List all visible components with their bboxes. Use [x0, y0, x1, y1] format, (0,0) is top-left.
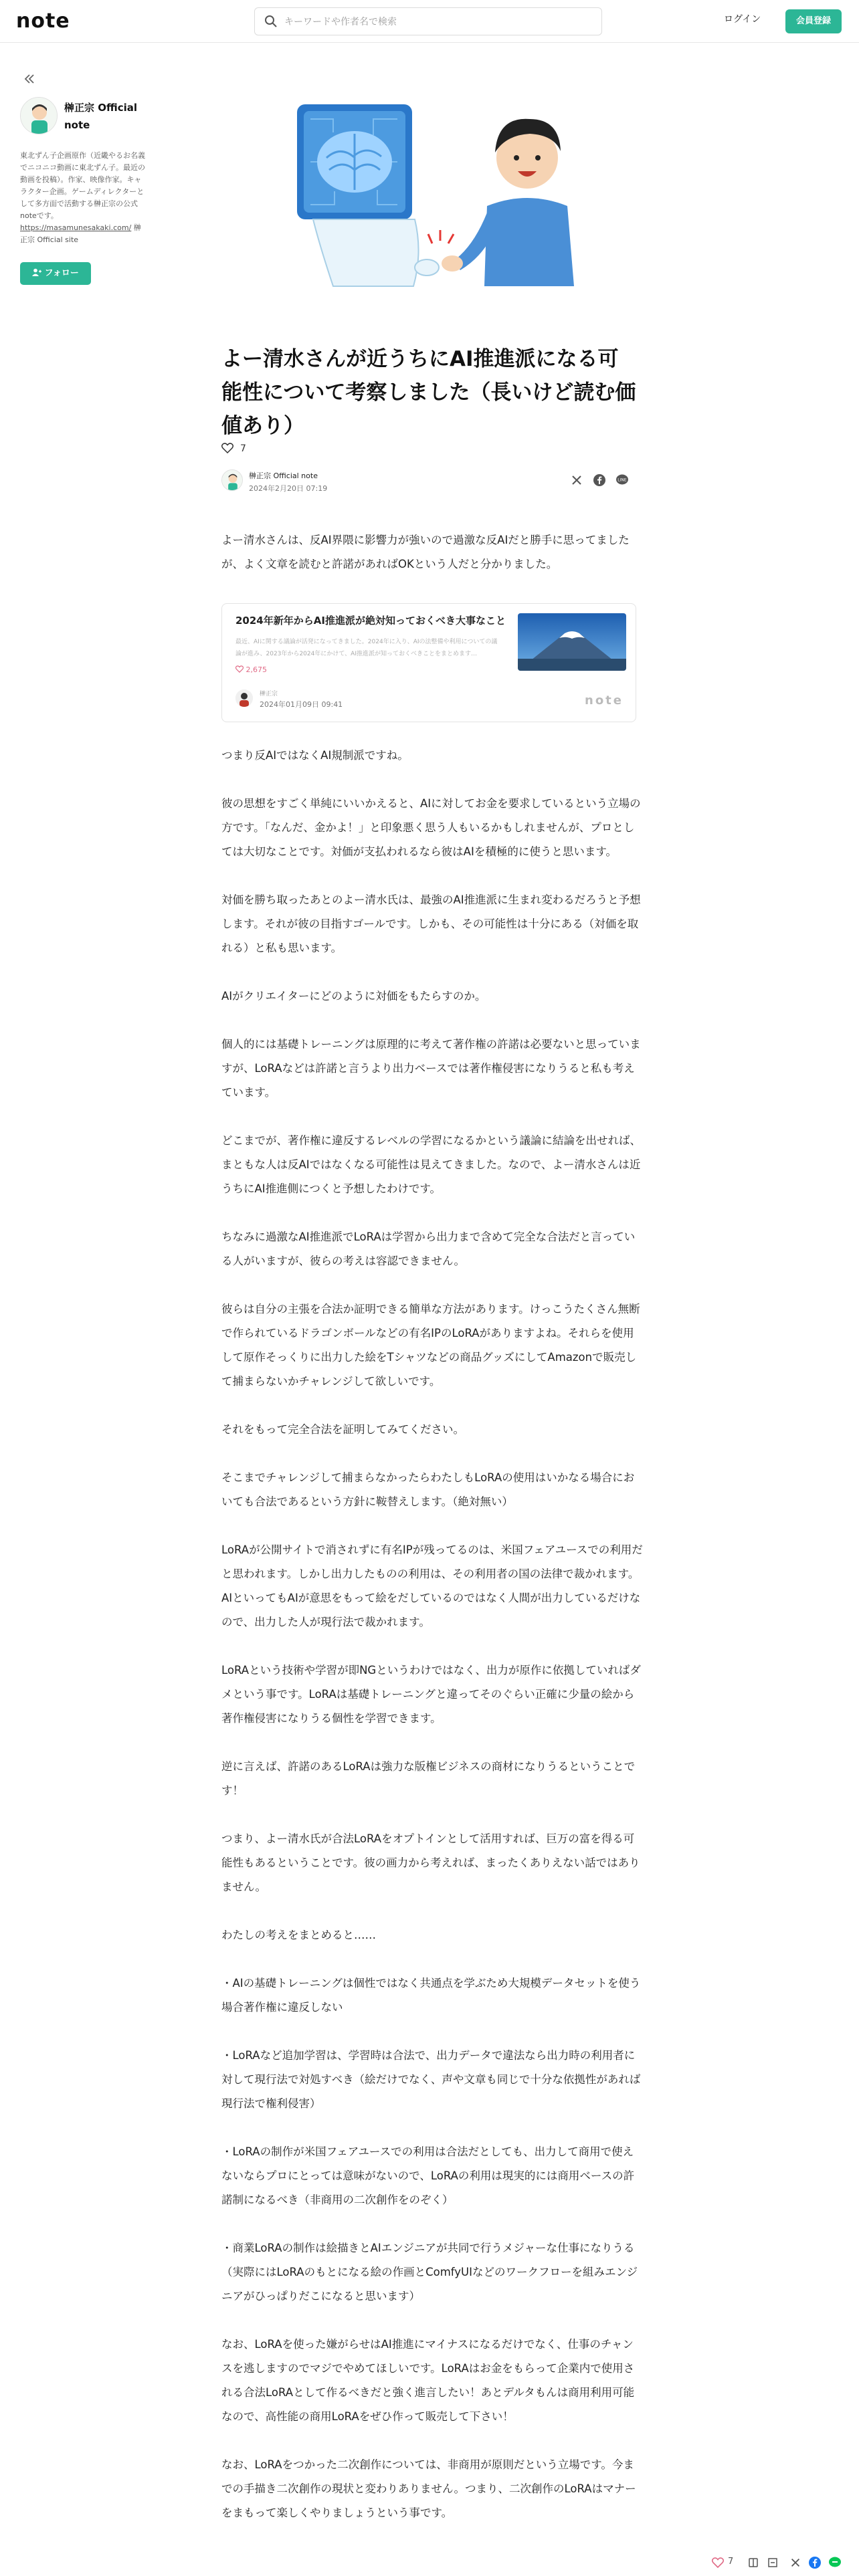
bottom-x-icon[interactable]	[789, 2556, 801, 2569]
article-title: よー清水さんが近うちにAI推進派になる可能性について考察しました（長いけど読む価値あり）	[221, 347, 636, 438]
paragraph: ・AIの基礎トレーニングは個性ではなく共通点を学ぶため大規模データセットを使う場合著作権に違反しない	[221, 1977, 641, 2014]
svg-text:LINE: LINE	[617, 477, 627, 483]
paragraph: ・LoRAなど追加学習は、学習時は合法で、出力データで違法なら出力時の利用者に対して現行法で対処すべき（絵だけでなく、声や文章も同じで十分な依拠性があれば現行法で権利侵害）	[221, 2049, 641, 2110]
collapse-sidebar-icon[interactable]	[23, 72, 36, 86]
note-logo[interactable]: note	[16, 9, 70, 33]
like-area[interactable]	[221, 443, 246, 456]
embed-thumbnail[interactable]	[518, 613, 626, 671]
heart-icon[interactable]	[221, 443, 233, 453]
bio-link[interactable]: https://masamunesakaki.com/	[20, 223, 132, 232]
paragraph: 彼らは自分の主張を合法か証明できる簡単な方法があります。けっこうたくさん無断で作られているドラゴンボールなどの有名IPのLoRAがありますよね。それらを使用して原作そっくりに出力した絵をTシャツなどの商品グッズにしてAmazonで販売して捕まらないかチャレンジして欲しいです。	[221, 1303, 640, 1388]
embed-date: 2024年01月09日 09:41	[260, 700, 343, 709]
bottom-line-icon[interactable]	[828, 2556, 842, 2569]
facebook-share-icon[interactable]	[593, 473, 606, 487]
embed-like-count: 2,675	[246, 665, 267, 674]
paragraph: ・商業LoRAの制作は絵描きとAIエンジニアが共同で行うメジャーな仕事になりうる（実際にはLoRAのもとになる絵の作画とComfyUIなどのワークフローを組みエンジニアがひっぱりだこになると思います）	[221, 2242, 638, 2302]
add-user-icon	[32, 268, 41, 276]
bottom-like-count: 7	[728, 2557, 734, 2567]
meta-date: 2024年2月20日 07:19	[249, 484, 328, 493]
paragraph-intro: よー清水さんは、反AI界隈に影響力が強いので過激な反AIだと勝手に思ってましたが、よく文章を読むと許諾があればOKという人だと分かりました。	[221, 534, 630, 570]
paragraph: LoRAが公開サイトで消されずに有名IPが残ってるのは、米国フェアユースでの利用だと思われます。しかし出力したものの利用は、その利用者の国の法律で裁かれます。AIといってもAIが意思をもって絵をだしているのではなく人間が出力しているだけなので、出力した人が現行法で裁かれます。	[221, 1543, 643, 1628]
paragraph: なお、LoRAを使った嫌がらせはAI推進にマイナスになるだけでなく、仕事のチャンスを逃しますのでマジでやめてほしいです。LoRAはお金をもらって企業内で使用される合法LoRAとして作るべきだと強く進言したい！あとデルタもんは商用利用可能なので、高性能の商用LoRAをぜひ作って販売して下さい！	[221, 2338, 635, 2423]
paragraph: 対価を勝ち取ったあとのよー清水氏は、最強のAI推進派に生まれ変わるだろうと予想します。それが彼の目指すゴールです。しかも、その可能性は十分にある（対価を取れる）と私も思います。	[221, 893, 641, 954]
paragraph: 彼の思想をすごく単純にいいかえると、AIに対してお金を要求しているという立場の方です。「なんだ、金かよ！」と印象悪く思う人もいるかもしれませんが、プロとしては大切なことです。対価が支払われるなら彼はAIを積極的に使うと思います。	[221, 797, 641, 858]
embed-user-avatar	[235, 689, 253, 707]
paragraph: LoRAという技術や学習が即NGというわけではなく、出力が原作に依拠していればダメという事です。LoRAは基礎トレーニングと違ってそのぐらい正確に少量の絵から著作権侵害になりうる個性を学習できます。	[221, 1664, 641, 1725]
embed-heart-icon	[235, 665, 244, 673]
article-body	[221, 528, 643, 2525]
hero-illustration	[260, 79, 599, 300]
embed-title[interactable]: 2024年新年からAI推進派が絶対知っておくべき大事なこと	[235, 615, 506, 627]
bio-tail: 榊正宗 Official site	[20, 223, 141, 244]
embed-user-name: 榊正宗	[260, 691, 278, 697]
paragraph: わたしの考えをまとめると……	[221, 1929, 376, 1941]
paragraph: ・LoRAの制作が米国フェアユースでの利用は合法だとしても、出力して商用で使えないならプロにとっては意味がないので、LoRAの利用は現実的には商用ベースの許諾制になるべき（非商用の二次創作をのぞく）	[221, 2145, 635, 2206]
embed-likes	[235, 665, 267, 674]
search-box[interactable]	[254, 7, 602, 35]
follow-button[interactable]	[20, 262, 91, 285]
magazine-add-icon[interactable]	[748, 2556, 760, 2569]
author-bio	[20, 150, 147, 246]
bio-text: 東北ずん子企画原作（近畿やるお名義でニコニコ動画に東北ずん子。最近の動画を投稿）。作家、映像作家。キャラクター企画。ゲームディレクターとして多方面で活動する榊正宗の公式noteです。	[20, 151, 145, 220]
paragraph: AIがクリエイターにどのように対価をもたらすのか。	[221, 990, 486, 1002]
follow-label: フォロー	[44, 268, 79, 278]
embed-description: 最近、AIに関する議論が活発になってきました。2024年に入り、AIの法整備や利用についての議論が進み、2023年から2024年にかけて、AI推進派が知っておくべきことをまとめます…	[235, 639, 498, 657]
paragraph: 逆に言えば、許諾のあるLoRAは強力な版権ビジネスの商材になりうるということです！	[221, 1760, 636, 1797]
paragraph: つまり反AIではなくAI規制派ですね。	[221, 749, 409, 762]
paragraph: どこまでが、著作権に違反するレベルの学習になるかという議論に結論を出せれば、まともな人は反AIではなくなる可能性は見えてきました。なので、よー清水さんは近うちにAI推進側につくと予想したわけです。	[221, 1134, 641, 1195]
search-icon	[264, 15, 278, 28]
line-share-icon[interactable]	[615, 473, 629, 487]
author-name[interactable]: 榊正宗 Official note	[64, 102, 137, 131]
meta-avatar[interactable]	[221, 469, 243, 491]
paragraph: そこまでチャレンジして捕まらなかったらわたしもLoRAの使用はいかなる場合においても合法であるという方針に鞍替えします。（絶対無い）	[221, 1471, 635, 1508]
meta-author-name[interactable]: 榊正宗 Official note	[249, 471, 318, 480]
search-input[interactable]	[284, 13, 592, 31]
author-avatar[interactable]	[20, 97, 58, 134]
paragraph: なお、LoRAをつかった二次創作については、非商用が原則だという立場です。今までの手描き二次創作の現状と変わりありません。つまり、二次創作のLoRAはマナーをまもって楽しくやりましょうという事です。	[221, 2458, 636, 2519]
bottom-facebook-icon[interactable]	[808, 2556, 822, 2569]
bottom-action-bar	[702, 2553, 859, 2573]
like-count: 7	[240, 443, 246, 454]
x-share-icon[interactable]	[570, 473, 583, 487]
signup-button[interactable]: 会員登録	[785, 9, 842, 33]
paragraph: つまり、よー清水氏が合法LoRAをオプトインとして活用すれば、巨万の富を得る可能性もあるということです。彼の画力から考えれば、まったくありえない話ではありません。	[221, 1832, 640, 1893]
bottom-heart-icon[interactable]	[712, 2556, 724, 2569]
embed-card[interactable]	[221, 603, 636, 722]
site-header	[0, 0, 859, 43]
paragraph: 個人的には基礎トレーニングは原理的に考えて著作権の許諾は必要ないと思っていますが、LoRAなどは許諾と言うより出力ベースでは著作権侵害になりうると私も考えています。	[221, 1038, 641, 1099]
login-link[interactable]: ログイン	[724, 14, 761, 25]
author-avatar-illustration	[21, 98, 58, 134]
paragraph: ちなみに過激なAI推進派でLoRAは学習から出力まで含めて完全な合法だと言っている人がいますが、彼らの考えは容認できません。	[221, 1230, 636, 1267]
more-share-icon[interactable]	[767, 2556, 779, 2569]
embed-note-logo: note	[585, 693, 624, 708]
meta-avatar-illustration	[222, 470, 243, 491]
paragraph: それをもって完全合法を証明してみてください。	[221, 1423, 464, 1436]
